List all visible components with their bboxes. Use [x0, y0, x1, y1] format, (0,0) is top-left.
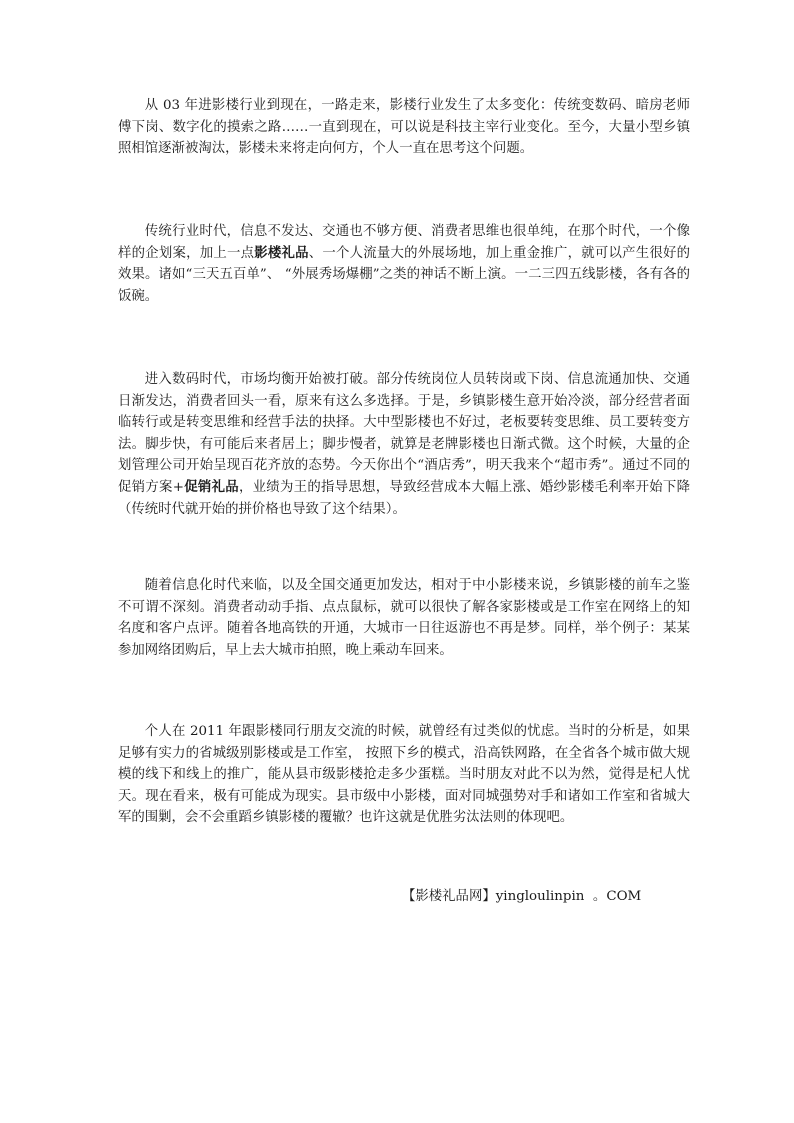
paragraph-5: [118, 721, 690, 829]
paragraph-1: [118, 95, 690, 160]
paragraph-1-text: 从 03 年进影楼行业到现在，一路走来，影楼行业发生了太多变化：传统变数码、暗房老师傅下岗、数字化的摸索之路……一直到现在，可以说是科技主宰行业变化。至今，大量小型乡镇照相馆逐渐被淘汰，影楼未来将走向何方，个人一直在思考这个问题。: [118, 98, 690, 157]
keyword-cuxiao-lipin: 促销礼品: [183, 478, 239, 495]
paragraph-4: [118, 575, 690, 661]
paragraph-2-text-a: 传统行业时代，信息不发达、交通也不够方便、消费者思维也很单纯，在那个时代，一个像样的企划案，加上一点: [118, 224, 690, 261]
paragraph-3-text-b: ，业绩为王的指导思想，导致经营成本大幅上涨、婚纱影楼毛利率开始下降（传统时代就开始的拼价格也导致了这个结果）。: [118, 479, 690, 517]
paragraph-3-text-a: 进入数码时代，市场均衡开始被打破。部分传统岗位人员转岗或下岗、信息流通加快、交通日渐发达，消费者回头一看，原来有这么多选择。于是，乡镇影楼生意开始冷淡，部分经营者面临转行或是转变思维和经营手法的抉择。大中型影楼也不好过，老板要转变思维、员工要转变方法。脚步快，有可能后来者居上；脚步慢者，就算是老牌影楼也日渐式微。这个时候，大量的企划管理公司开始呈现百花齐放的态势。今天你出个“酒店秀”，明天我来个“超市秀”。通过不同的促销方案+: [118, 372, 690, 495]
paragraph-4-text: 随着信息化时代来临，以及全国交通更加发达，相对于中小影楼来说，乡镇影楼的前车之鉴不可谓不深刻。消费者动动手指、点点鼠标，就可以很快了解各家影楼或是工作室在网络上的知名度和客户点评。随着各地高铁的开通，大城市一日往返游也不再是梦。同样，举个例子：某某参加网络团购后，早上去大城市拍照，晚上乘动车回来。: [118, 578, 690, 658]
paragraph-2-text-b: 、一个人流量大的外展场地，加上重金推广，就可以产生很好的效果。诸如“三天五百单”、 “外展秀场爆棚”之类的神话不断上演。一二三四五线影楼，各有各的饭碗。: [118, 245, 691, 304]
paragraph-3: [118, 369, 690, 520]
paragraph-2: [118, 221, 690, 307]
paragraph-5-text: 个人在 2011 年跟影楼同行朋友交流的时候，就曾经有过类似的忧虑。当时的分析是，如果足够有实力的省城级别影楼或是工作室， 按照下乡的模式，沿高铁网路，在全省各个城市做大规模的线下和线上的推广，能从县市级影楼抢走多少蛋糕。当时朋友对此不以为然，觉得是杞人忧天。现在看来，极有可能成为现实。县市级中小影楼，面对同城强势对手和诸如工作室和省城大军的围剿，会不会重蹈乡镇影楼的覆辙？也许这就是优胜劣汰法则的体现吧。: [118, 724, 690, 826]
site-signature: 【影楼礼品网】yingloulinpin 。COM: [402, 889, 642, 904]
keyword-yinglou-lipin: 影楼礼品: [254, 244, 309, 261]
